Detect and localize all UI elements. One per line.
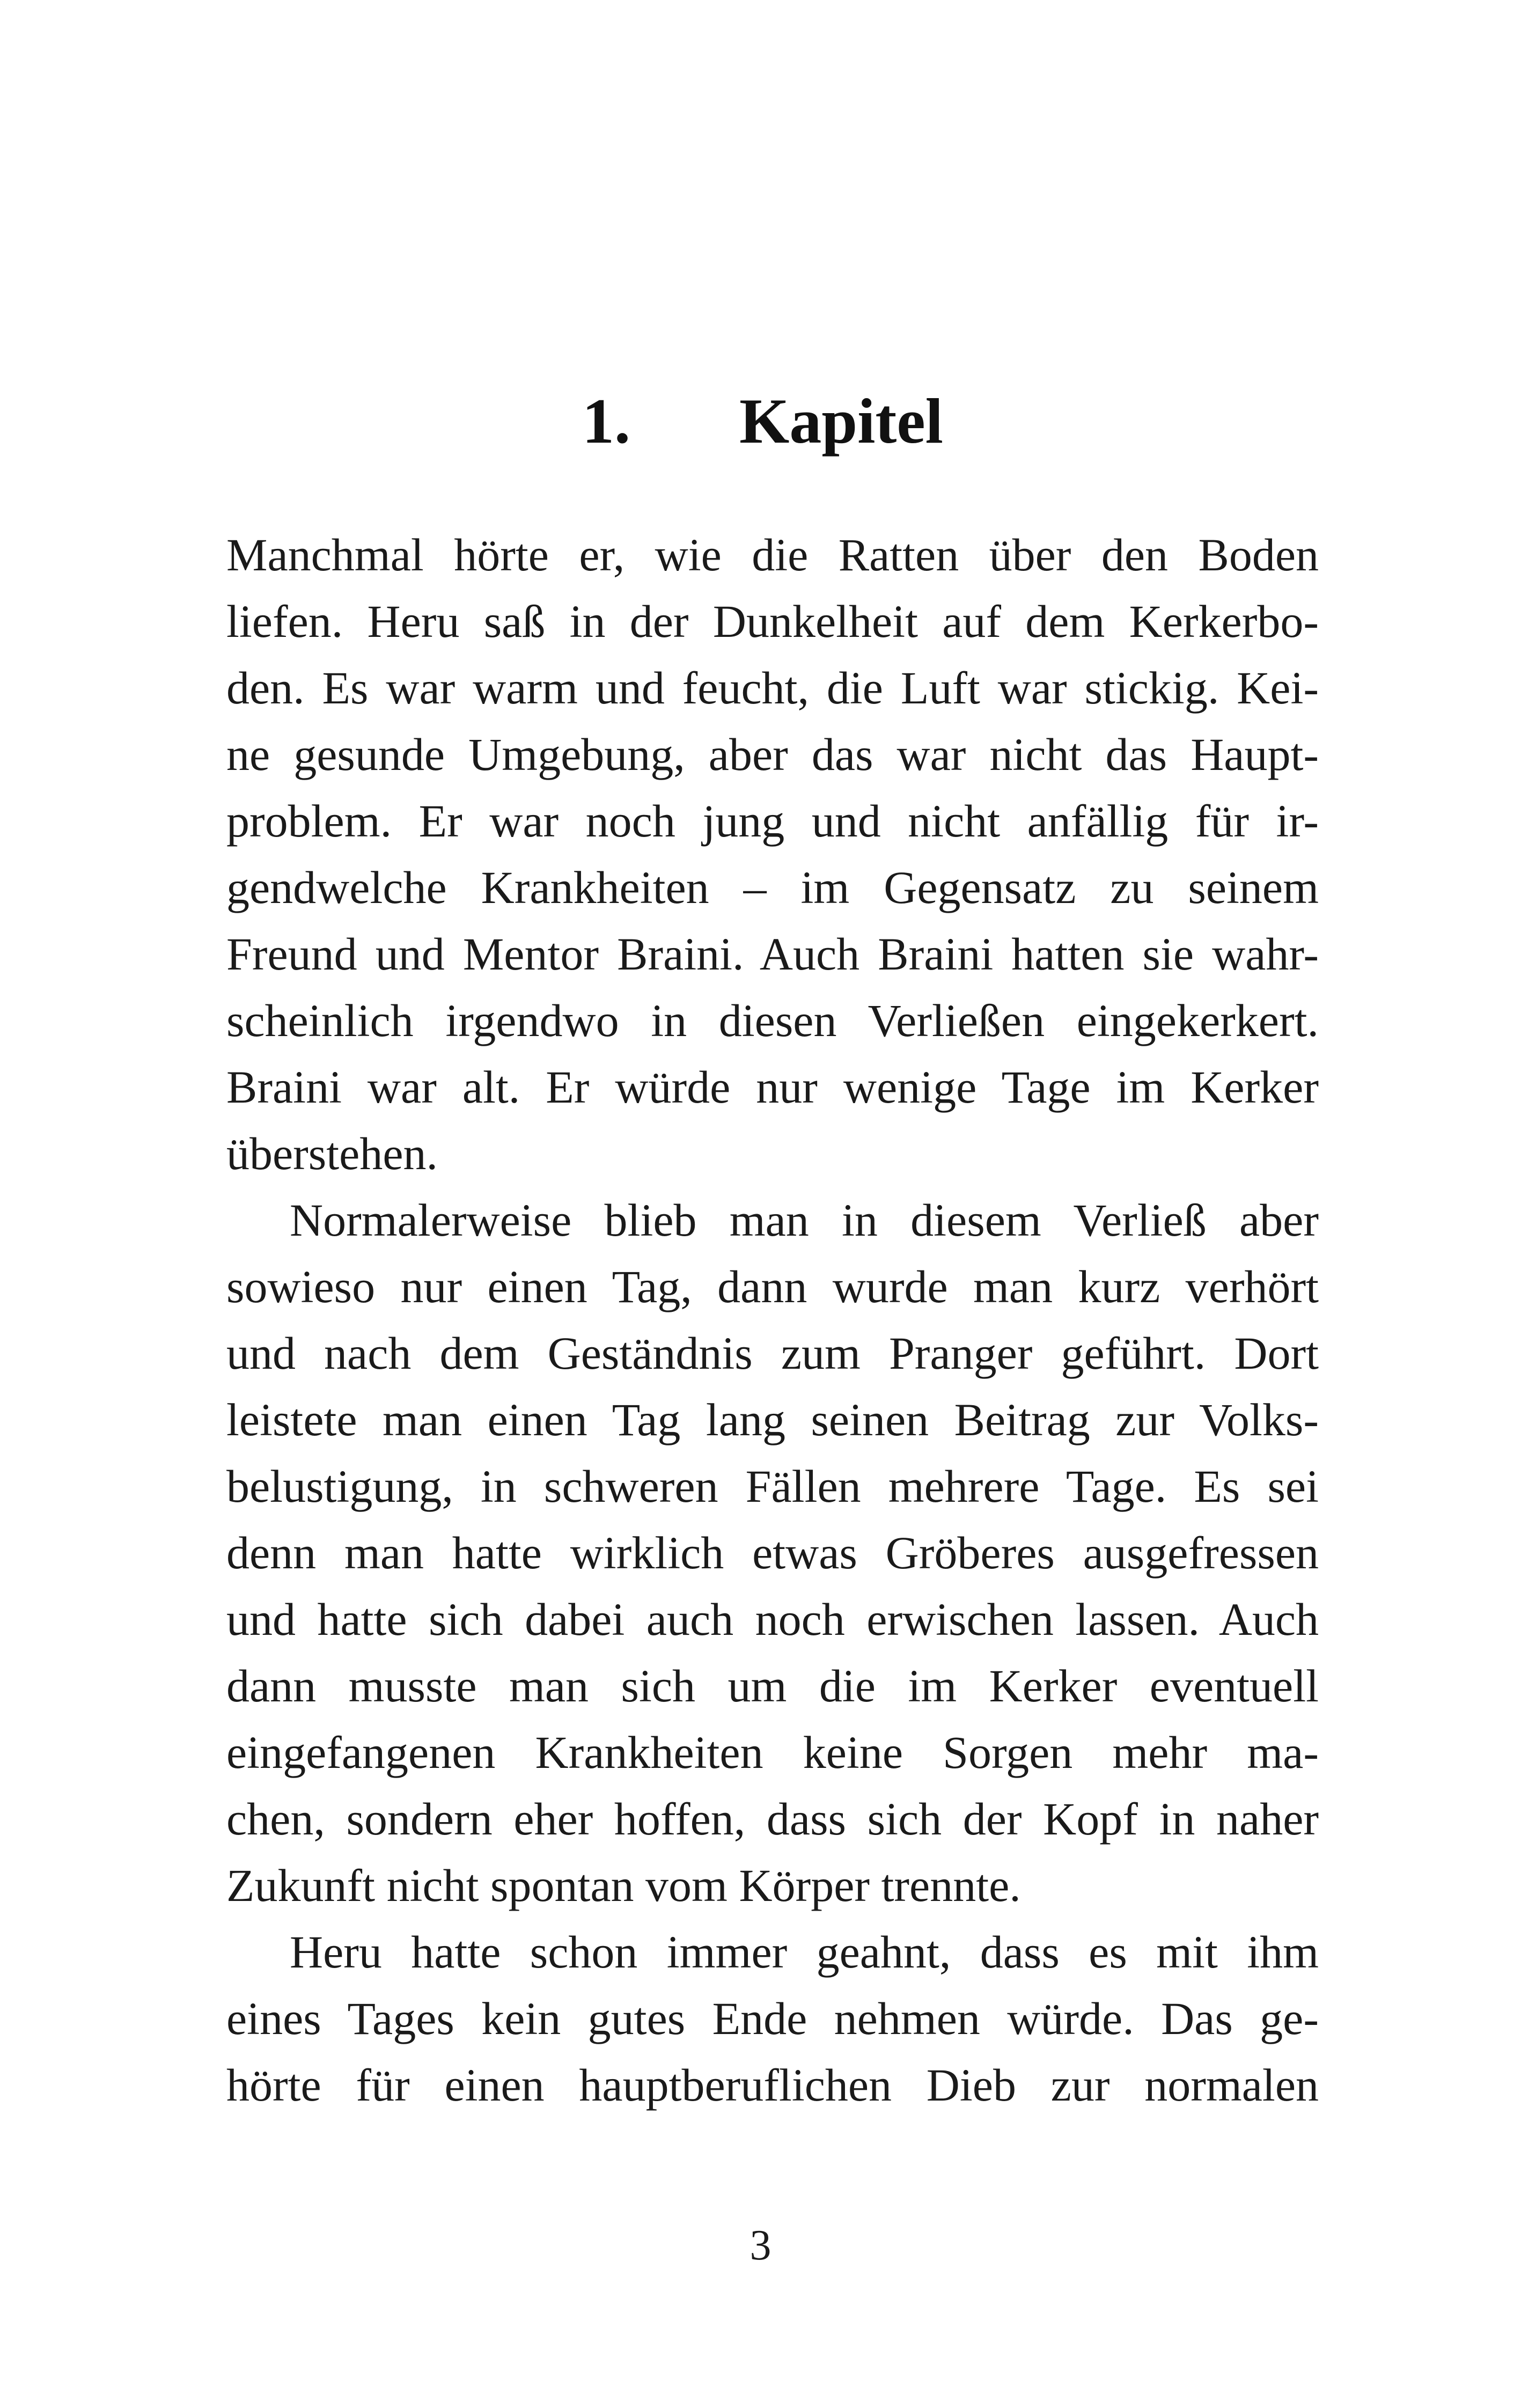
text-line: belustigung, in schweren Fällen mehrere Tage. Es sei [226,1460,1319,1512]
chapter-number: 1. [582,385,630,457]
text-line: Normalerweise blieb man in diesem Verließ aber [290,1194,1319,1246]
paragraph [226,1919,1319,2118]
text-line: überstehen. [226,1128,438,1179]
text-line: den. Es war warm und feucht, die Luft war stickig. Kei- [226,662,1319,714]
text-line: leistete man einen Tag lang seinen Beitrag zur Volks- [226,1394,1319,1445]
text-line: Braini war alt. Er würde nur wenige Tage im Kerker [226,1061,1319,1113]
text-line: Manchmal hörte er, wie die Ratten über den Boden [226,529,1319,581]
text-line: gendwelche Krankheiten – im Gegensatz zu seinem [226,862,1319,913]
text-line: hörte für einen hauptberuflichen Dieb zur normalen [226,2059,1319,2111]
text-line: chen, sondern eher hoffen, dass sich der Kopf in naher [226,1793,1319,1845]
text-line: Heru hatte schon immer geahnt, dass es mit ihm [290,1926,1319,1978]
text-line: und nach dem Geständnis zum Pranger geführt. Dort [226,1327,1319,1379]
paragraph [226,1187,1319,1919]
page-number: 3 [750,2222,771,2269]
text-line: denn man hatte wirklich etwas Gröberes ausgefressen [226,1527,1319,1579]
chapter-body [226,522,1319,2118]
text-line: eingefangenen Krankheiten keine Sorgen mehr ma- [226,1727,1319,1778]
text-line: problem. Er war noch jung und nicht anfällig für ir- [226,795,1319,847]
text-line: eines Tages kein gutes Ende nehmen würde. Das ge- [226,1993,1319,2044]
text-line: ne gesunde Umgebung, aber das war nicht das Haupt- [226,729,1319,780]
chapter-heading [0,378,1521,464]
paragraph [226,522,1319,1187]
text-line: dann musste man sich um die im Kerker eventuell [226,1660,1319,1712]
text-line: sowieso nur einen Tag, dann wurde man kurz verhört [226,1261,1319,1312]
text-line: liefen. Heru saß in der Dunkelheit auf dem Kerkerbo- [226,596,1319,647]
text-line: Freund und Mentor Braini. Auch Braini hatten sie wahr- [226,928,1319,980]
chapter-title: Kapitel [739,385,943,457]
text-line: und hatte sich dabei auch noch erwischen lassen. Auch [226,1594,1319,1645]
text-line: Zukunft nicht spontan vom Körper trennte. [226,1860,1021,1911]
text-line: scheinlich irgendwo in diesen Verließen eingekerkert. [226,995,1319,1046]
